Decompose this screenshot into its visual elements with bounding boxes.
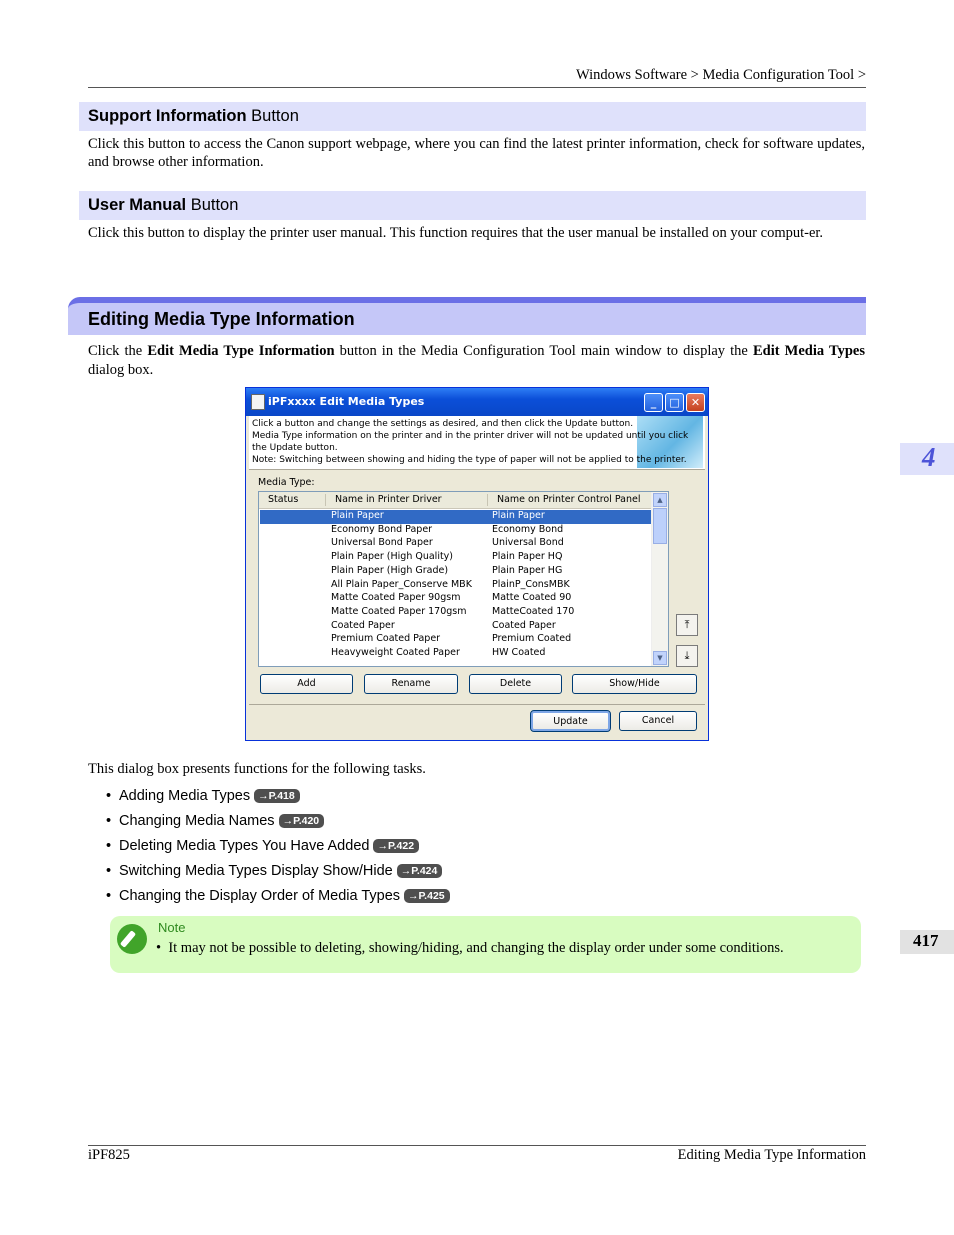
- cell-panel-name: HW Coated: [492, 647, 546, 658]
- list-row[interactable]: [260, 592, 652, 606]
- footer-section-title: Editing Media Type Information: [677, 1147, 866, 1163]
- list-row[interactable]: [260, 510, 652, 524]
- cell-driver-name: Universal Bond Paper: [331, 537, 433, 549]
- task-label: Changing the Display Order of Media Types: [119, 888, 401, 904]
- media-type-label: Media Type:: [258, 477, 315, 488]
- scroll-up-icon[interactable]: ▲: [653, 493, 667, 507]
- list-row[interactable]: [260, 633, 652, 647]
- show-hide-button[interactable]: Show/Hide: [572, 674, 697, 694]
- close-button[interactable]: ✕: [686, 393, 705, 412]
- bullet: •: [106, 838, 112, 854]
- column-driver-name[interactable]: Name in Printer Driver: [335, 494, 442, 505]
- cell-driver-name: Premium Coated Paper: [331, 633, 441, 645]
- cell-driver-name: Economy Bond Paper: [331, 523, 433, 535]
- intro-bold-1: Edit Media Type Information: [147, 343, 335, 359]
- cell-panel-name: Plain Paper HG: [492, 564, 563, 576]
- list-row[interactable]: [260, 524, 652, 538]
- cell-panel-name: Premium Coated: [492, 633, 572, 645]
- cell-panel-name: Coated Paper: [492, 619, 556, 631]
- cell-driver-name: Coated Paper: [331, 619, 395, 631]
- list-row[interactable]: [260, 551, 652, 565]
- footer-model: iPF825: [88, 1147, 130, 1163]
- manual-heading-rest: Button: [186, 196, 239, 214]
- cell-driver-name: Heavyweight Coated Paper: [331, 647, 460, 658]
- banner-line: Media Type information on the printer and in the printer driver will not be updated until you click: [252, 431, 689, 441]
- add-button[interactable]: Add: [260, 674, 353, 694]
- intro-text-1: Click the: [88, 343, 148, 359]
- page-reference-link[interactable]: →P.420: [279, 814, 325, 828]
- chapter-tab[interactable]: [900, 443, 954, 475]
- support-heading-rest: Button: [246, 107, 299, 125]
- page-number: 417: [913, 931, 939, 950]
- cell-panel-name: Matte Coated 90: [492, 592, 572, 604]
- task-item: [106, 788, 300, 804]
- list-row[interactable]: [260, 537, 652, 551]
- page-reference-link[interactable]: →P.424: [397, 864, 443, 878]
- cell-driver-name: Matte Coated Paper 90gsm: [331, 592, 461, 604]
- dialog-titlebar[interactable]: [246, 388, 708, 416]
- support-information-heading: [79, 102, 866, 131]
- cell-panel-name: PlainP_ConsMBK: [492, 578, 570, 590]
- user-manual-heading: [79, 191, 866, 220]
- page-reference-link[interactable]: →P.425: [404, 889, 450, 903]
- support-information-body: Click this button to access the Canon support webpage, where you can find the latest printer information, check for software updates, and browse other information.: [88, 136, 865, 170]
- note-pencil-icon: [117, 924, 147, 954]
- banner-line: Note: Switching between showing and hiding the type of paper will not be applied to the printer.: [252, 455, 687, 465]
- cell-driver-name: All Plain Paper_Conserve MBK: [331, 578, 472, 590]
- cell-panel-name: Economy Bond: [492, 523, 564, 535]
- app-icon: [251, 394, 265, 410]
- intro-text-2: button in the Media Configuration Tool main window to display the: [334, 343, 753, 359]
- header-rule: [88, 87, 866, 88]
- note-text: It may not be possible to deleting, showing/hiding, and changing the display order under some conditions.: [168, 940, 784, 956]
- task-label: Adding Media Types: [119, 788, 251, 804]
- list-row[interactable]: [260, 579, 652, 593]
- task-item: [106, 813, 324, 829]
- dialog-separator: [249, 704, 705, 705]
- main-heading-text: Editing Media Type Information: [88, 309, 355, 329]
- breadcrumb: Windows Software > Media Configuration Tool >: [576, 67, 866, 83]
- task-label: Changing Media Names: [119, 813, 275, 829]
- move-down-icon: ⤓: [684, 649, 690, 662]
- cancel-button[interactable]: Cancel: [619, 711, 697, 731]
- cell-driver-name: Plain Paper: [331, 510, 384, 521]
- list-scrollbar[interactable]: [651, 492, 668, 666]
- list-row[interactable]: [260, 565, 652, 579]
- support-heading-bold: Support Information: [88, 107, 247, 125]
- user-manual-body: Click this button to display the printer user manual. This function requires that the user manual be installed on your comput-er.: [88, 225, 824, 241]
- task-item: [106, 863, 442, 879]
- cell-driver-name: Plain Paper (High Grade): [331, 564, 449, 576]
- cell-driver-name: Plain Paper (High Quality): [331, 551, 454, 563]
- minimize-button[interactable]: _: [644, 393, 663, 412]
- column-status[interactable]: Status: [268, 494, 299, 505]
- bullet: •: [106, 788, 112, 804]
- list-header: [259, 492, 652, 509]
- list-row[interactable]: [260, 620, 652, 634]
- dialog-title: iPFxxxx Edit Media Types: [268, 395, 425, 408]
- column-panel-name[interactable]: Name on Printer Control Panel: [497, 494, 641, 505]
- note-title: Note: [158, 920, 186, 935]
- delete-button[interactable]: Delete: [469, 674, 562, 694]
- move-up-button[interactable]: [676, 614, 698, 636]
- banner-line: the Update button.: [252, 443, 338, 453]
- list-row[interactable]: [260, 606, 652, 620]
- tasks-intro: This dialog box presents functions for the following tasks.: [88, 761, 426, 777]
- task-label: Switching Media Types Display Show/Hide: [119, 863, 393, 879]
- edit-media-types-dialog: [245, 387, 709, 741]
- cell-driver-name: Matte Coated Paper 170gsm: [331, 605, 467, 617]
- list-row[interactable]: [260, 647, 652, 661]
- cell-panel-name: Plain Paper: [492, 510, 545, 521]
- note-item: • It may not be possible to deleting, showing/hiding, and changing the display order under some conditions.: [156, 940, 784, 956]
- page-reference-link[interactable]: →P.418: [254, 789, 300, 803]
- bullet: •: [106, 863, 112, 879]
- page-reference-link[interactable]: →P.422: [373, 839, 419, 853]
- bullet: •: [106, 813, 112, 829]
- task-label: Deleting Media Types You Have Added: [119, 838, 370, 854]
- task-item: [106, 838, 419, 854]
- banner-text: [252, 418, 688, 466]
- editing-media-type-heading: [68, 297, 866, 335]
- main-intro: [88, 342, 865, 380]
- task-item: [106, 888, 450, 904]
- bullet: •: [106, 888, 112, 904]
- cell-panel-name: Plain Paper HQ: [492, 551, 563, 563]
- intro-bold-2: Edit Media Types: [752, 343, 865, 359]
- scroll-down-icon[interactable]: ▼: [653, 651, 667, 665]
- update-button[interactable]: Update: [531, 711, 610, 731]
- chapter-number: 4: [922, 442, 936, 472]
- manual-heading-bold: User Manual: [88, 196, 187, 214]
- cell-panel-name: Universal Bond: [492, 537, 564, 549]
- cell-panel-name: MatteCoated 170: [492, 605, 575, 617]
- banner-line: Click a button and change the settings as desired, and then click the Update button.: [252, 419, 634, 429]
- media-type-list[interactable]: [258, 491, 669, 667]
- rename-button[interactable]: Rename: [364, 674, 458, 694]
- move-down-button[interactable]: [676, 645, 698, 667]
- note-box: [110, 916, 861, 973]
- dialog-banner: [249, 416, 705, 470]
- move-up-icon: ⤒: [684, 618, 690, 631]
- footer-rule: [88, 1145, 866, 1146]
- scroll-thumb[interactable]: [653, 508, 667, 544]
- page-number-badge: [900, 930, 954, 954]
- maximize-button[interactable]: □: [665, 393, 684, 412]
- intro-text-3: dialog box.: [88, 362, 154, 378]
